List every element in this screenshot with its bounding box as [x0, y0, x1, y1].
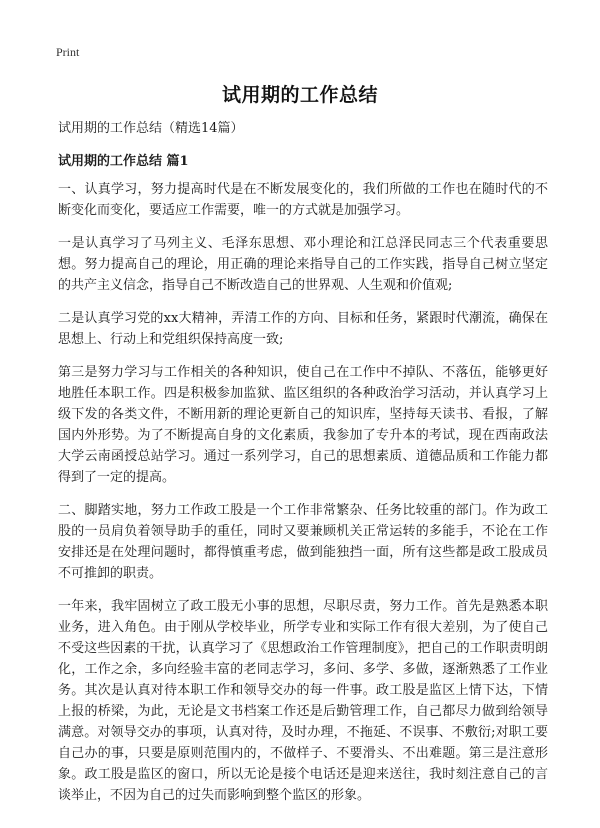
- paragraph: 一年来，我牢固树立了政工股无小事的思想，尽职尽责，努力工作。首先是熟悉本职业务，进入角色。由于刚从学校毕业，所学专业和实际工作有很大差别，为了使自己不受这些因素的干扰，认真学习了《思想政治工作管理制度》，把自己的工作职责明朗化，工作之余，多向经验丰富的老同志学习，多问、多学、多做，逐渐熟悉了工作业务。其次是认真对待本职工作和领导交办的每一件事。政工股是监区上情下达，下情上报的桥梁，为此，无论是文书档案工作还是后勤管理工作，自己都尽力做到给领导满意。对领导交办的事项，认真对待，及时办理，不拖延、不误事、不敷衍;对职工要自己办的事，只要是原则范围内的，不做样子、不要滑头、不出难题。第三是注意形象。政工股是监区的窗口，所以无论是接个电话还是迎来送往，我时刻注意自己的言谈举止，不因为自己的过失而影响到整个监区的形象。: [58, 599, 548, 803]
- paragraph: 一是认真学习了马列主义、毛泽东思想、邓小理论和江总泽民同志三个代表重要思想。努力提高自己的理论，用正确的理论来指导自己的工作实践，指导自己树立坚定的共产主义信念，指导自己不断改造自己的世界观、人生观和价值观;: [58, 236, 548, 293]
- paragraph: 二、脚踏实地，努力工作政工股是一个工作非常繁杂、任务比较重的部门。作为政工股的一员肩负着领导助手的重任，同时又要兼顾机关正常运转的多能手，不论在工作安排还是在处理问题时，都得慎重考虑，做到能独挡一面，所有这些都是政工股成员不可推卸的职责。: [58, 503, 548, 581]
- paragraph: 一、认真学习，努力提高时代是在不断发展变化的，我们所做的工作也在随时代的不断变化而变化，要适应工作需要，唯一的方式就是加强学习。: [58, 182, 548, 218]
- print-label: Print: [56, 45, 80, 59]
- paragraph: 第三是努力学习与工作相关的各种知识，使自己在工作中不掉队、不落伍，能够更好地胜任本职工作。四是积极参加监狱、监区组织的各种政治学习活动，并认真学习上级下发的各类文件，不断用新的理论更新自己的知识库，坚持每天读书、看报，了解国内外形势。为了不断提高自身的文化素质，我参加了专升本的考试，现在西南政法大学云南函授总站学习。通过一系列学习，自己的思想素质、道德品质和工作能力都得到了一定的提高。: [58, 365, 548, 485]
- paragraph: 二是认真学习党的xx大精神，弄清工作的方向、目标和任务，紧跟时代潮流，确保在思想上、行动上和党组织保持高度一致;: [58, 311, 548, 347]
- page-title: 试用期的工作总结: [221, 84, 378, 106]
- section-heading: 试用期的工作总结 篇1: [58, 154, 189, 169]
- document-body: [58, 118, 548, 818]
- document-subtitle: 试用期的工作总结（精选14篇）: [58, 121, 244, 136]
